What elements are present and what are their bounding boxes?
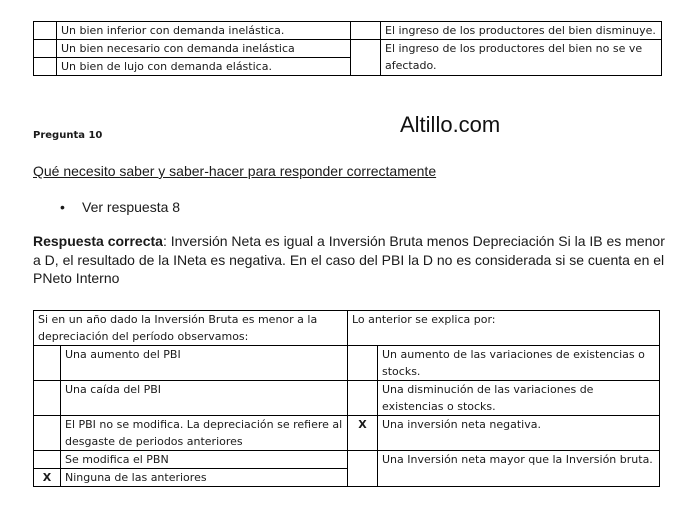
mark-cell — [34, 58, 57, 76]
options-table-top — [33, 21, 662, 76]
explanation-cell: El ingreso de los productores del bien no se ve afectado. — [381, 40, 662, 76]
explanation-cell: El ingreso de los productores del bien disminuye. — [381, 22, 662, 40]
mark-cell — [348, 451, 378, 487]
table-row — [34, 416, 660, 451]
mark-cell — [34, 40, 57, 58]
explanation-cell: Un aumento de las variaciones de existencias o stocks. — [378, 346, 660, 381]
table-header-row — [34, 311, 660, 346]
mark-cell — [34, 451, 61, 469]
mark-cell — [34, 22, 57, 40]
bullet-text: Ver respuesta 8 — [82, 199, 181, 215]
answer-paragraph — [33, 232, 665, 288]
mark-cell — [351, 22, 381, 40]
section-subheading: Qué necesito saber y saber-hacer para responder correctamente — [33, 163, 437, 179]
option-cell: Un bien de lujo con demanda elástica. — [57, 58, 351, 76]
table-row — [34, 22, 662, 40]
answer-label: Respuesta correcta — [33, 233, 163, 249]
header-cell-right: Lo anterior se explica por: — [348, 311, 660, 346]
mark-cell: X — [348, 416, 378, 451]
bullet-icon: • — [60, 199, 65, 215]
table-row — [34, 381, 660, 416]
table-row — [34, 451, 660, 469]
mark-cell — [348, 381, 378, 416]
explanation-cell: Una Inversión neta mayor que la Inversión bruta. — [378, 451, 660, 487]
header-cell-left: Si en un año dado la Inversión Bruta es menor a la depreciación del período observamos: — [34, 311, 348, 346]
options-table-bottom — [33, 310, 660, 487]
answer-text: : Inversión Neta es igual a Inversión Bruta menos Depreciación Si la IB es menor a D, el resultado de la INeta es negativa. En el caso del PBI la D no es considerada si se cuenta en el PNeto Interno — [33, 233, 665, 286]
question-heading: Pregunta 10 — [33, 130, 103, 141]
table-row — [34, 346, 660, 381]
table-row — [34, 40, 662, 58]
option-cell: Un bien necesario con demanda inelástica — [57, 40, 351, 58]
mark-cell — [34, 346, 61, 381]
mark-cell: X — [34, 469, 61, 487]
mark-cell — [348, 346, 378, 381]
explanation-cell: Una disminución de las variaciones de existencias o stocks. — [378, 381, 660, 416]
bullet-item — [60, 199, 180, 215]
option-cell: El PBI no se modifica. La depreciación se refiere al desgaste de periodos anteriores — [61, 416, 348, 451]
mark-cell — [34, 416, 61, 451]
explanation-cell: Una inversión neta negativa. — [378, 416, 660, 451]
option-cell: Una aumento del PBI — [61, 346, 348, 381]
mark-cell — [351, 40, 381, 76]
option-cell: Una caída del PBI — [61, 381, 348, 416]
mark-cell — [34, 381, 61, 416]
option-cell: Un bien inferior con demanda inelástica. — [57, 22, 351, 40]
watermark: Altillo.com — [400, 112, 501, 137]
option-cell: Se modifica el PBN — [61, 451, 348, 469]
option-cell: Ninguna de las anteriores — [61, 469, 348, 487]
